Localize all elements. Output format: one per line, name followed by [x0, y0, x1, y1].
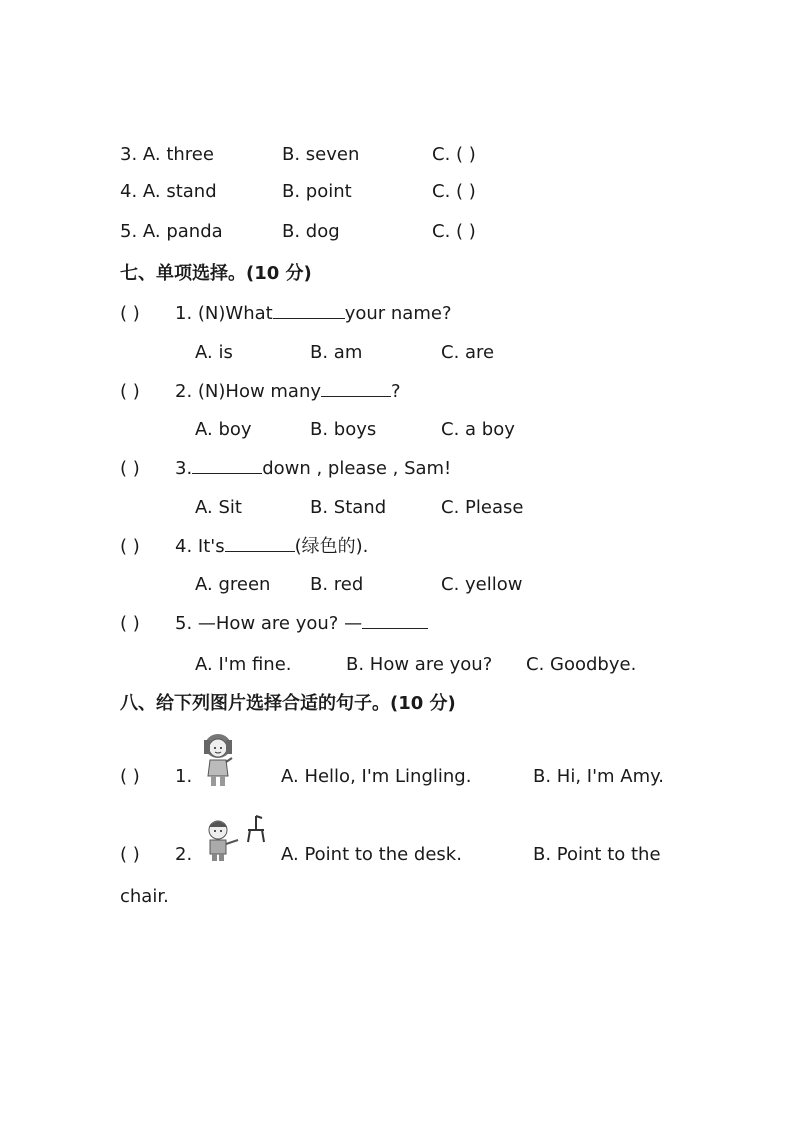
choice-row-3-c[interactable]: C. ( )	[432, 144, 476, 165]
question-8-1-number: 1.	[175, 766, 193, 787]
question-7-3-after: down , please , Sam!	[262, 458, 452, 479]
fill-blank[interactable]	[362, 627, 428, 629]
answer-paren-7-1[interactable]: ( )	[120, 303, 140, 324]
answer-paren-7-3[interactable]: ( )	[120, 458, 140, 479]
girl-icon	[198, 732, 242, 790]
option-7-5-a: A. I'm fine.	[195, 654, 292, 675]
choice-row-4-c[interactable]: C. ( )	[432, 181, 476, 202]
option-7-5-b: B. How are you?	[346, 654, 493, 675]
answer-paren-7-2[interactable]: ( )	[120, 381, 140, 402]
question-7-2-text: 2. (N)How many	[175, 381, 322, 402]
option-8-2-a: A. Point to the desk.	[281, 844, 462, 865]
option-7-2-a: A. boy	[195, 419, 252, 440]
question-7-1-after: your name?	[344, 303, 452, 324]
option-7-5-c: C. Goodbye.	[526, 654, 637, 675]
question-7-4-text: 4. It's	[175, 536, 225, 557]
option-7-4-a: A. green	[195, 574, 271, 595]
question-7-1	[175, 305, 452, 323]
answer-paren-7-4[interactable]: ( )	[120, 536, 140, 557]
option-7-2-b: B. boys	[310, 419, 377, 440]
choice-row-4-b: B. point	[282, 181, 352, 202]
option-7-1-b: B. am	[310, 342, 363, 363]
section-7-heading: 七、单项选择。(10 分)	[120, 263, 312, 284]
section-8-heading: 八、给下列图片选择合适的句子。(10 分)	[120, 693, 456, 714]
option-7-3-b: B. Stand	[310, 497, 387, 518]
option-7-4-b: B. red	[310, 574, 364, 595]
fill-blank[interactable]	[321, 395, 391, 397]
answer-paren-8-1[interactable]: ( )	[120, 766, 140, 787]
choice-row-4-a: 4. A. stand	[120, 181, 217, 202]
choice-row-5-a: 5. A. panda	[120, 221, 223, 242]
option-7-1-c: C. are	[441, 342, 495, 363]
answer-paren-7-5[interactable]: ( )	[120, 613, 140, 634]
question-7-4-after: (绿色的).	[294, 536, 369, 557]
option-8-2-b-continuation: chair.	[120, 886, 169, 907]
question-7-3	[175, 460, 451, 478]
option-8-2-b: B. Point to the	[533, 844, 661, 865]
option-7-3-c: C. Please	[441, 497, 524, 518]
question-7-2	[175, 383, 401, 401]
boy-pointing-chair-icon	[204, 812, 270, 862]
option-8-1-a: A. Hello, I'm Lingling.	[281, 766, 472, 787]
option-7-1-a: A. is	[195, 342, 233, 363]
question-7-5	[175, 615, 428, 633]
choice-row-5-b: B. dog	[282, 221, 340, 242]
fill-blank[interactable]	[192, 472, 262, 474]
question-7-1-text: 1. (N)What	[175, 303, 273, 324]
option-7-4-c: C. yellow	[441, 574, 523, 595]
answer-paren-8-2[interactable]: ( )	[120, 844, 140, 865]
choice-row-5-c[interactable]: C. ( )	[432, 221, 476, 242]
choice-row-3-b: B. seven	[282, 144, 360, 165]
question-7-3-text: 3.	[175, 458, 193, 479]
option-8-1-b: B. Hi, I'm Amy.	[533, 766, 664, 787]
question-7-4	[175, 538, 368, 556]
fill-blank[interactable]	[225, 550, 295, 552]
fill-blank[interactable]	[273, 317, 345, 319]
option-7-2-c: C. a boy	[441, 419, 515, 440]
option-7-3-a: A. Sit	[195, 497, 242, 518]
question-7-2-after: ?	[391, 381, 401, 402]
question-8-2-number: 2.	[175, 844, 193, 865]
question-7-5-text: 5. —How are you? —	[175, 613, 363, 634]
choice-row-3-a: 3. A. three	[120, 144, 214, 165]
